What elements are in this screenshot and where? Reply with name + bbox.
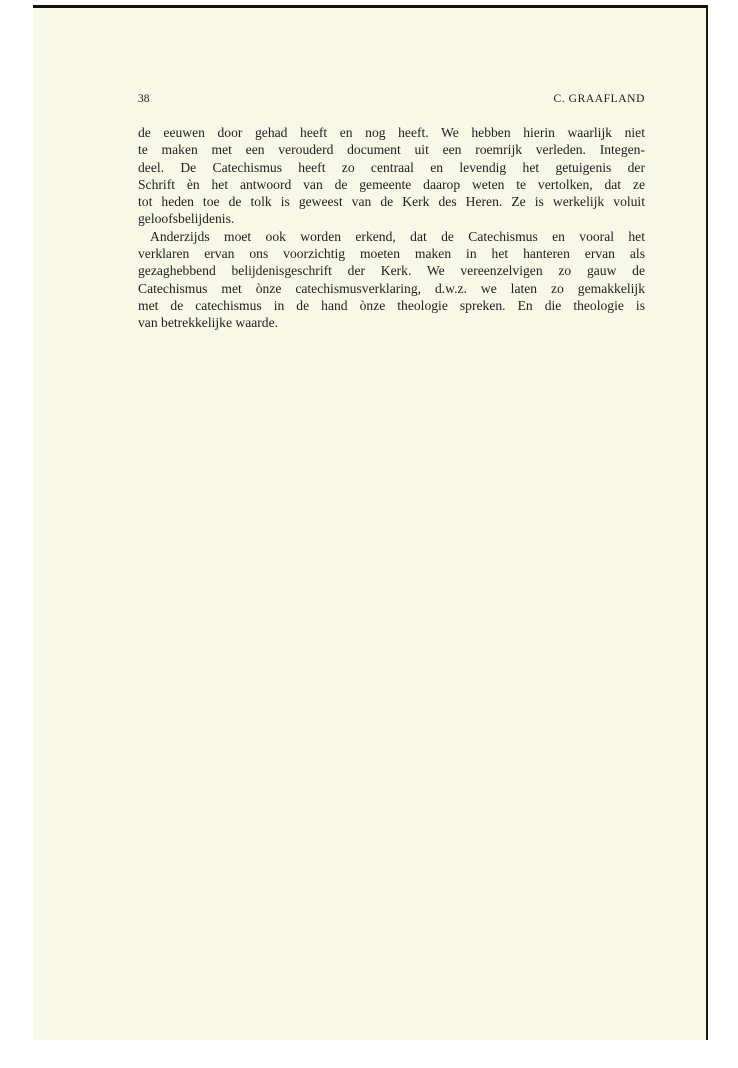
body-text [138,124,645,332]
text-line: gezaghebbend belijdenisgeschrift der Kerk. We vereenzelvigen zo gauw de [138,263,645,279]
text-line: verklaren ervan ons voorzichtig moeten maken in het hanteren ervan als [138,246,645,262]
text-line: met de catechismus in de hand ònze theologie spreken. En die theologie is [138,297,645,313]
page-number: 38 [138,93,150,105]
text-line: de eeuwen door gehad heeft en nog heeft. We hebben hierin waarlijk niet [138,125,645,140]
text-line: Schrift èn het antwoord van de gemeente daarop weten te vertolken, dat ze [138,176,645,192]
text-line: tot heden toe de tolk is geweest van de Kerk des Heren. Ze is werkelijk voluit [138,194,645,210]
text-line: deel. De Catechismus heeft zo centraal en levendig het getuigenis der [138,159,645,175]
text-line: Anderzijds moet ook worden erkend, dat de Catechismus en vooral het [150,228,645,244]
text-line: te maken met een verouderd document uit een roemrijk verleden. Integen- [138,142,645,158]
text-line: van betrekkelijke waarde. [138,315,279,331]
paragraph-1 [138,124,645,228]
paragraph-2 [138,228,645,332]
text-line: Catechismus met ònze catechismusverklaring, d.w.z. we laten zo gemakkelijk [138,280,645,296]
running-head-author: C. GRAAFLAND [553,93,645,105]
text-line: geloofsbelijdenis. [138,211,235,227]
running-head [138,93,645,109]
